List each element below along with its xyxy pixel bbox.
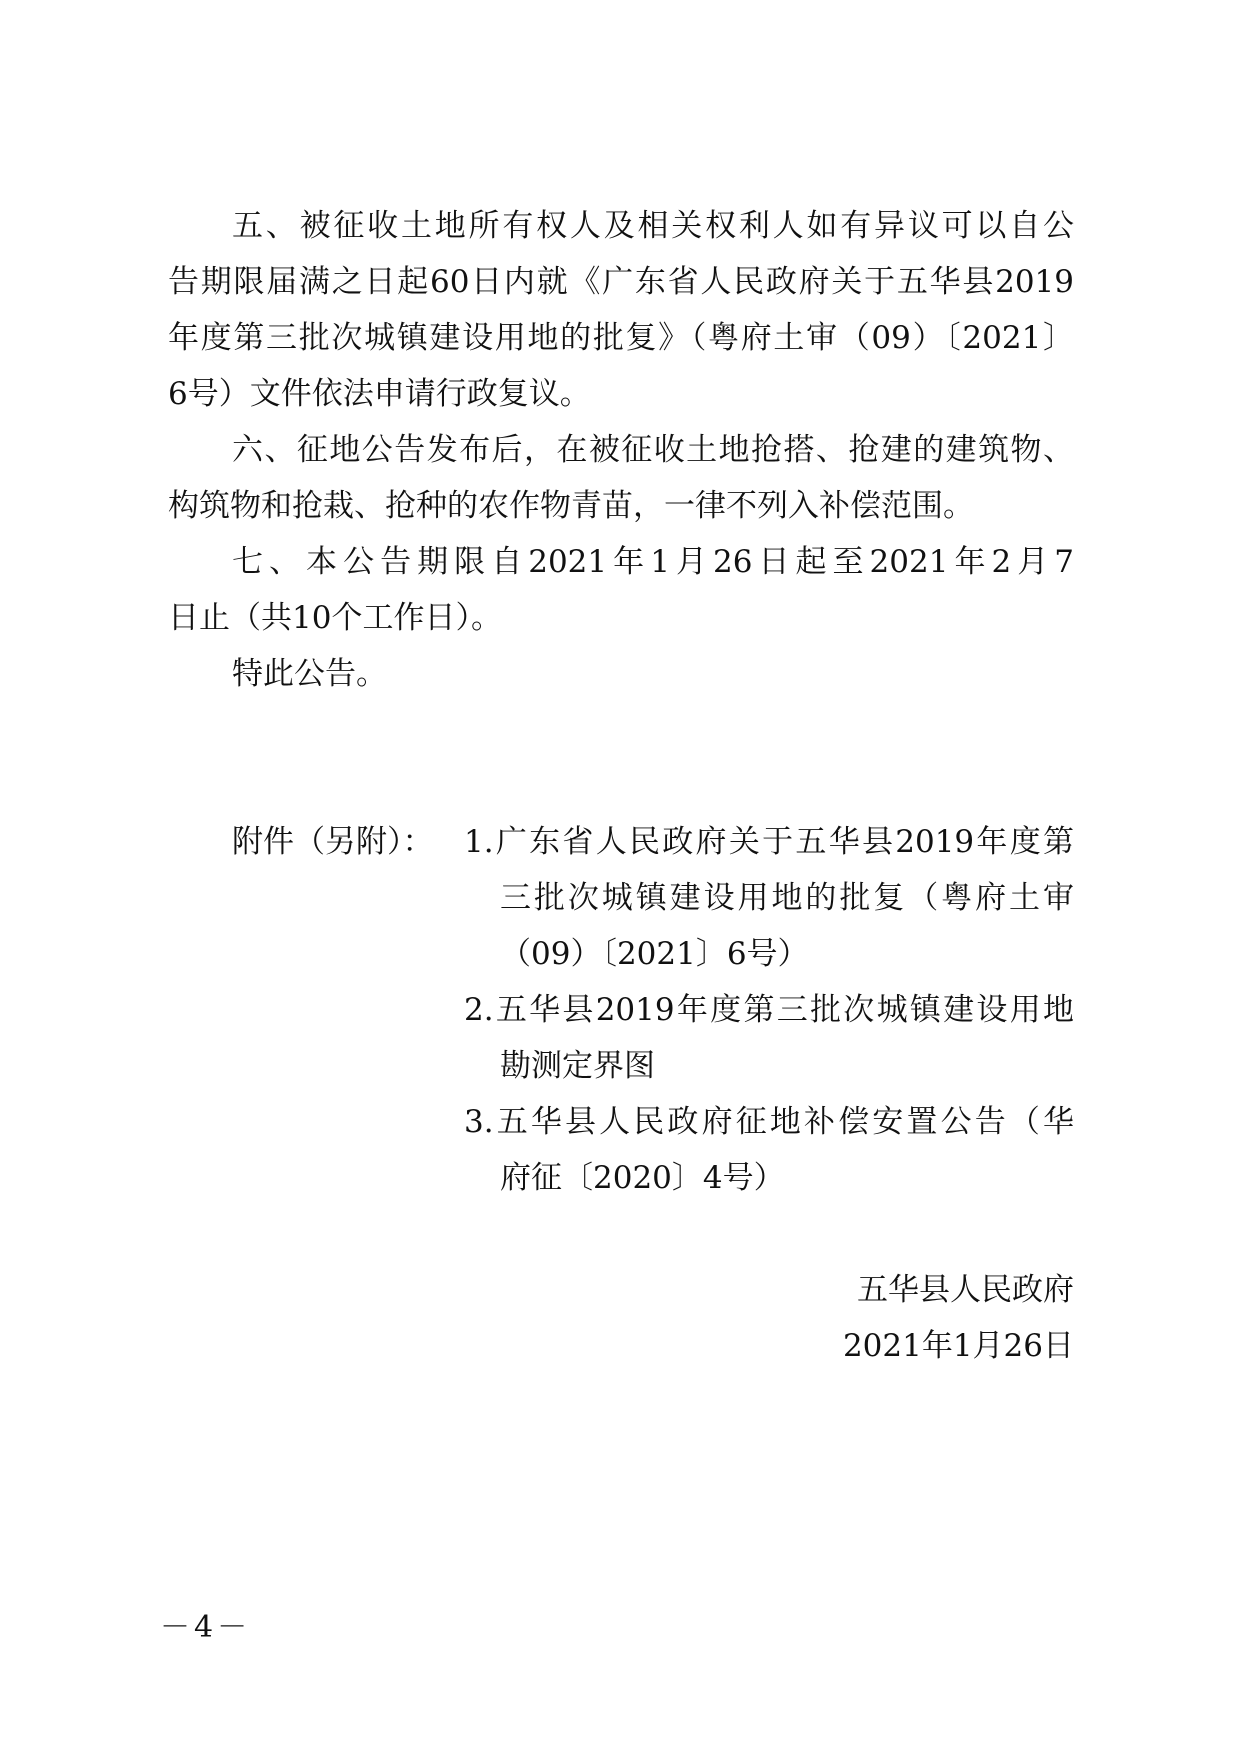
page-number: －4－ [160,1610,252,1645]
paragraph-5-line-1: 五、被征收土地所有权人及相关权利人如有异议可以自公 [232,208,1074,244]
signature-date: 2021年1月26日 [842,1328,1074,1364]
attachment-2-line-2: 勘测定界图 [500,1048,655,1084]
closing-text: 特此公告。 [232,656,387,692]
attachment-1-line-3: （09）〔2021〕6号） [500,936,809,972]
paragraph-6-line-1: 六、征地公告发布后，在被征收土地抢搭、抢建的建筑物、 [232,432,1074,468]
paragraph-6-line-2: 构筑物和抢栽、抢种的农作物青苗，一律不列入补偿范围。 [168,488,974,524]
attachment-1-line-2: 三批次城镇建设用地的批复（粤府土审 [500,880,1074,916]
paragraph-5-line-2: 告期限届满之日起60日内就《广东省人民政府关于五华县2019 [168,264,1074,300]
attachment-1-line-1: 1.广东省人民政府关于五华县2019年度第 [464,824,1074,860]
signature-organization: 五华县人民政府 [857,1272,1074,1308]
attachment-3-line-1: 3.五华县人民政府征地补偿安置公告（华 [464,1104,1074,1140]
attachment-3-line-2: 府征〔2020〕4号） [500,1160,785,1196]
attachments-label: 附件（另附）： [232,824,434,860]
paragraph-5-line-4: 6号）文件依法申请行政复议。 [168,376,591,412]
paragraph-5-line-3: 年度第三批次城镇建设用地的批复》（粤府土审（09）〔2021〕 [168,320,1074,356]
paragraph-7-line-1: 七、本公告期限自2021年1月26日起至2021年2月7 [232,544,1074,580]
attachment-2-line-1: 2.五华县2019年度第三批次城镇建设用地 [464,992,1074,1028]
paragraph-7-line-2: 日止（共10个工作日）。 [168,600,502,636]
